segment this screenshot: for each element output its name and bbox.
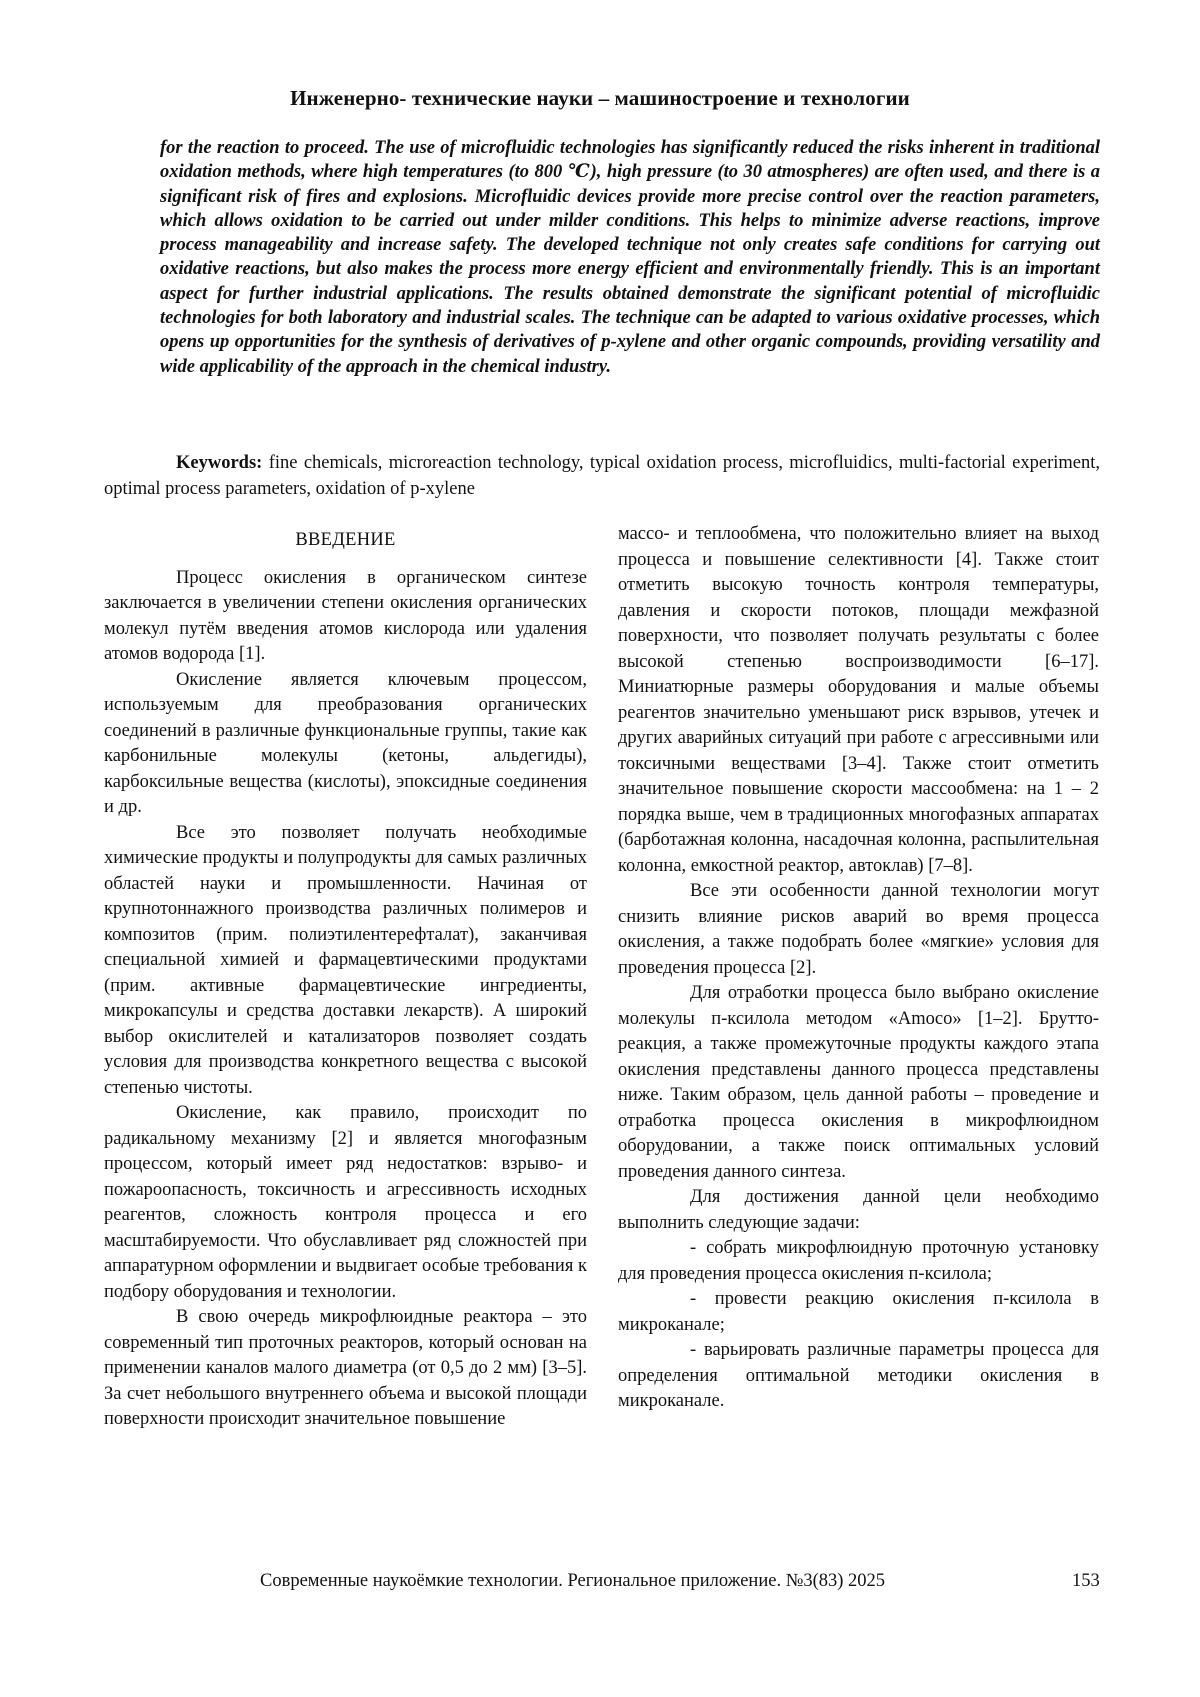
body-paragraph: Окисление является ключевым процессом, используемым для преобразования органических соединений в различные функциональные группы, такие как карбонильные молекулы (кетоны, альдегиды), карбоксильные вещества (кислоты), эпоксидные соединения и др. [104, 669, 587, 817]
task-list-item: - провести реакцию окисления п-ксилола в микроканале; [618, 1289, 1099, 1335]
body-paragraph: Процесс окисления в органическом синтезе заключается в увеличении степени окисления органических молекул путём введения атомов кислорода или удаления атомов водорода [1]. [104, 567, 587, 664]
body-paragraph: В свою очередь микрофлюидные реактора – это современный тип проточных реакторов, который основан на применении каналов малого диаметра (от 0,5 до 2 мм) [3–5]. За счет небольшого внутреннего объема и высокой площади поверхности происходит значительное повышение [104, 1307, 587, 1429]
body-paragraph: Все это позволяет получать необходимые химические продукты и полупродукты для самых различных областей науки и промышленности. Начиная от крупнотоннажного производства различных полимеров и композитов (прим. полиэтилентерефталат), заканчивая специальной химией и фармацевтическими продуктами (прим. активные фармацевтические ингредиенты, микрокапсулы и средства доставки лекарств). А широкий выбор окислителей и катализаторов позволяет создать условия для производства конкретного вещества с высокой степенью чистоты. [104, 822, 587, 1098]
section-title: ВВЕДЕНИЕ [295, 530, 396, 550]
running-title: Инженерно- технические науки – машиностроение и технологии [290, 86, 910, 110]
right-column [618, 522, 1099, 1415]
page-number: 153 [1072, 1571, 1100, 1591]
body-paragraph-continued: массо- и теплообмена, что положительно влияет на выход процесса и повышение селективности [4]. Также стоит отметить высокую точность контроля температуры, давления и скорости потоков, площади межфазной поверхности, что позволяет получать результаты с более высокой степенью воспроизводимости [6–17]. Миниатюрные размеры оборудования и малые объемы реагентов значительно уменьшают риск взрывов, утечек и других аварийных ситуаций при работе с агрессивными или токсичными веществами [3–4]. Также стоит отметить значительное повышение скорости массообмена: на 1 – 2 порядка выше, чем в традиционных многофазных аппаратах (барботажная колонна, насадочная колонна, распылительная колонна, емкостной реактор, автоклав) [7–8]. [618, 524, 1099, 876]
keywords-label: Keywords: [176, 453, 263, 473]
task-list-item: - собрать микрофлюидную проточную установку для проведения процесса окисления п-ксилола; [618, 1238, 1099, 1284]
body-paragraph: Окисление, как правило, происходит по радикальному механизму [2] и является многофазным процессом, который имеет ряд недостатков: взрыво- и пожароопасность, токсичность и агрессивность исходных реагентов, сложность контроля процесса и его масштабируемости. Что обуславливает ряд сложностей при аппаратурном оформлении и выдвигает особые требования к подбору оборудования и технологии. [104, 1103, 587, 1302]
keywords-text: fine chemicals, microreaction technology, typical oxidation process, microfluidics, multi-factorial experiment, optimal process parameters, oxidation of p-xylene [104, 453, 1100, 499]
abstract-text: for the reaction to proceed. The use of microfluidic technologies has significantly reduced the risks inherent in traditional oxidation methods, where high temperatures (to 800 ℃), high pressure (to 30 atmospheres) are often used, and there is a significant risk of fires and explosions. Microfluidic devices provide more precise control over the reaction parameters, which allows oxidation to be carried out under milder conditions. This helps to minimize adverse reactions, improve process manageability and increase safety. The developed technique not only creates safe conditions for carrying out oxidative reactions, but also makes the process more energy efficient and environmentally friendly. This is an important aspect for further industrial applications. The results obtained demonstrate the significant potential of microfluidic technologies for both laboratory and industrial scales. The technique can be adapted to various oxidative processes, which opens up opportunities for the synthesis of derivatives of p-xylene and other organic compounds, providing versatility and wide applicability of the approach in the chemical industry. [160, 138, 1100, 377]
body-paragraph: Для отработки процесса было выбрано окисление молекулы п-ксилола методом «Amoco» [1–2]. Брутто-реакция, а также промежуточные продукты каждого этапа окисления представлены данного процесса представлены ниже. Таким образом, цель данной работы – проведение и отработка процесса окисления в микрофлюидном оборудовании, а также поиск оптимальных условий проведения данного синтеза. [618, 983, 1099, 1182]
body-paragraph: Все эти особенности данной технологии могут снизить влияние рисков аварий во время процесса окисления, а также подобрать более «мягкие» условия для проведения процесса [2]. [618, 881, 1099, 978]
body-paragraph: Для достижения данной цели необходимо выполнить следующие задачи: [618, 1187, 1099, 1233]
task-list-item: - варьировать различные параметры процесса для определения оптимальной методики окисления в микроканале. [618, 1340, 1099, 1411]
left-column [104, 528, 587, 1433]
footer-journal-title: Современные наукоёмкие технологии. Региональное приложение. №3(83) 2025 [260, 1571, 886, 1591]
keywords-paragraph [104, 450, 1100, 502]
